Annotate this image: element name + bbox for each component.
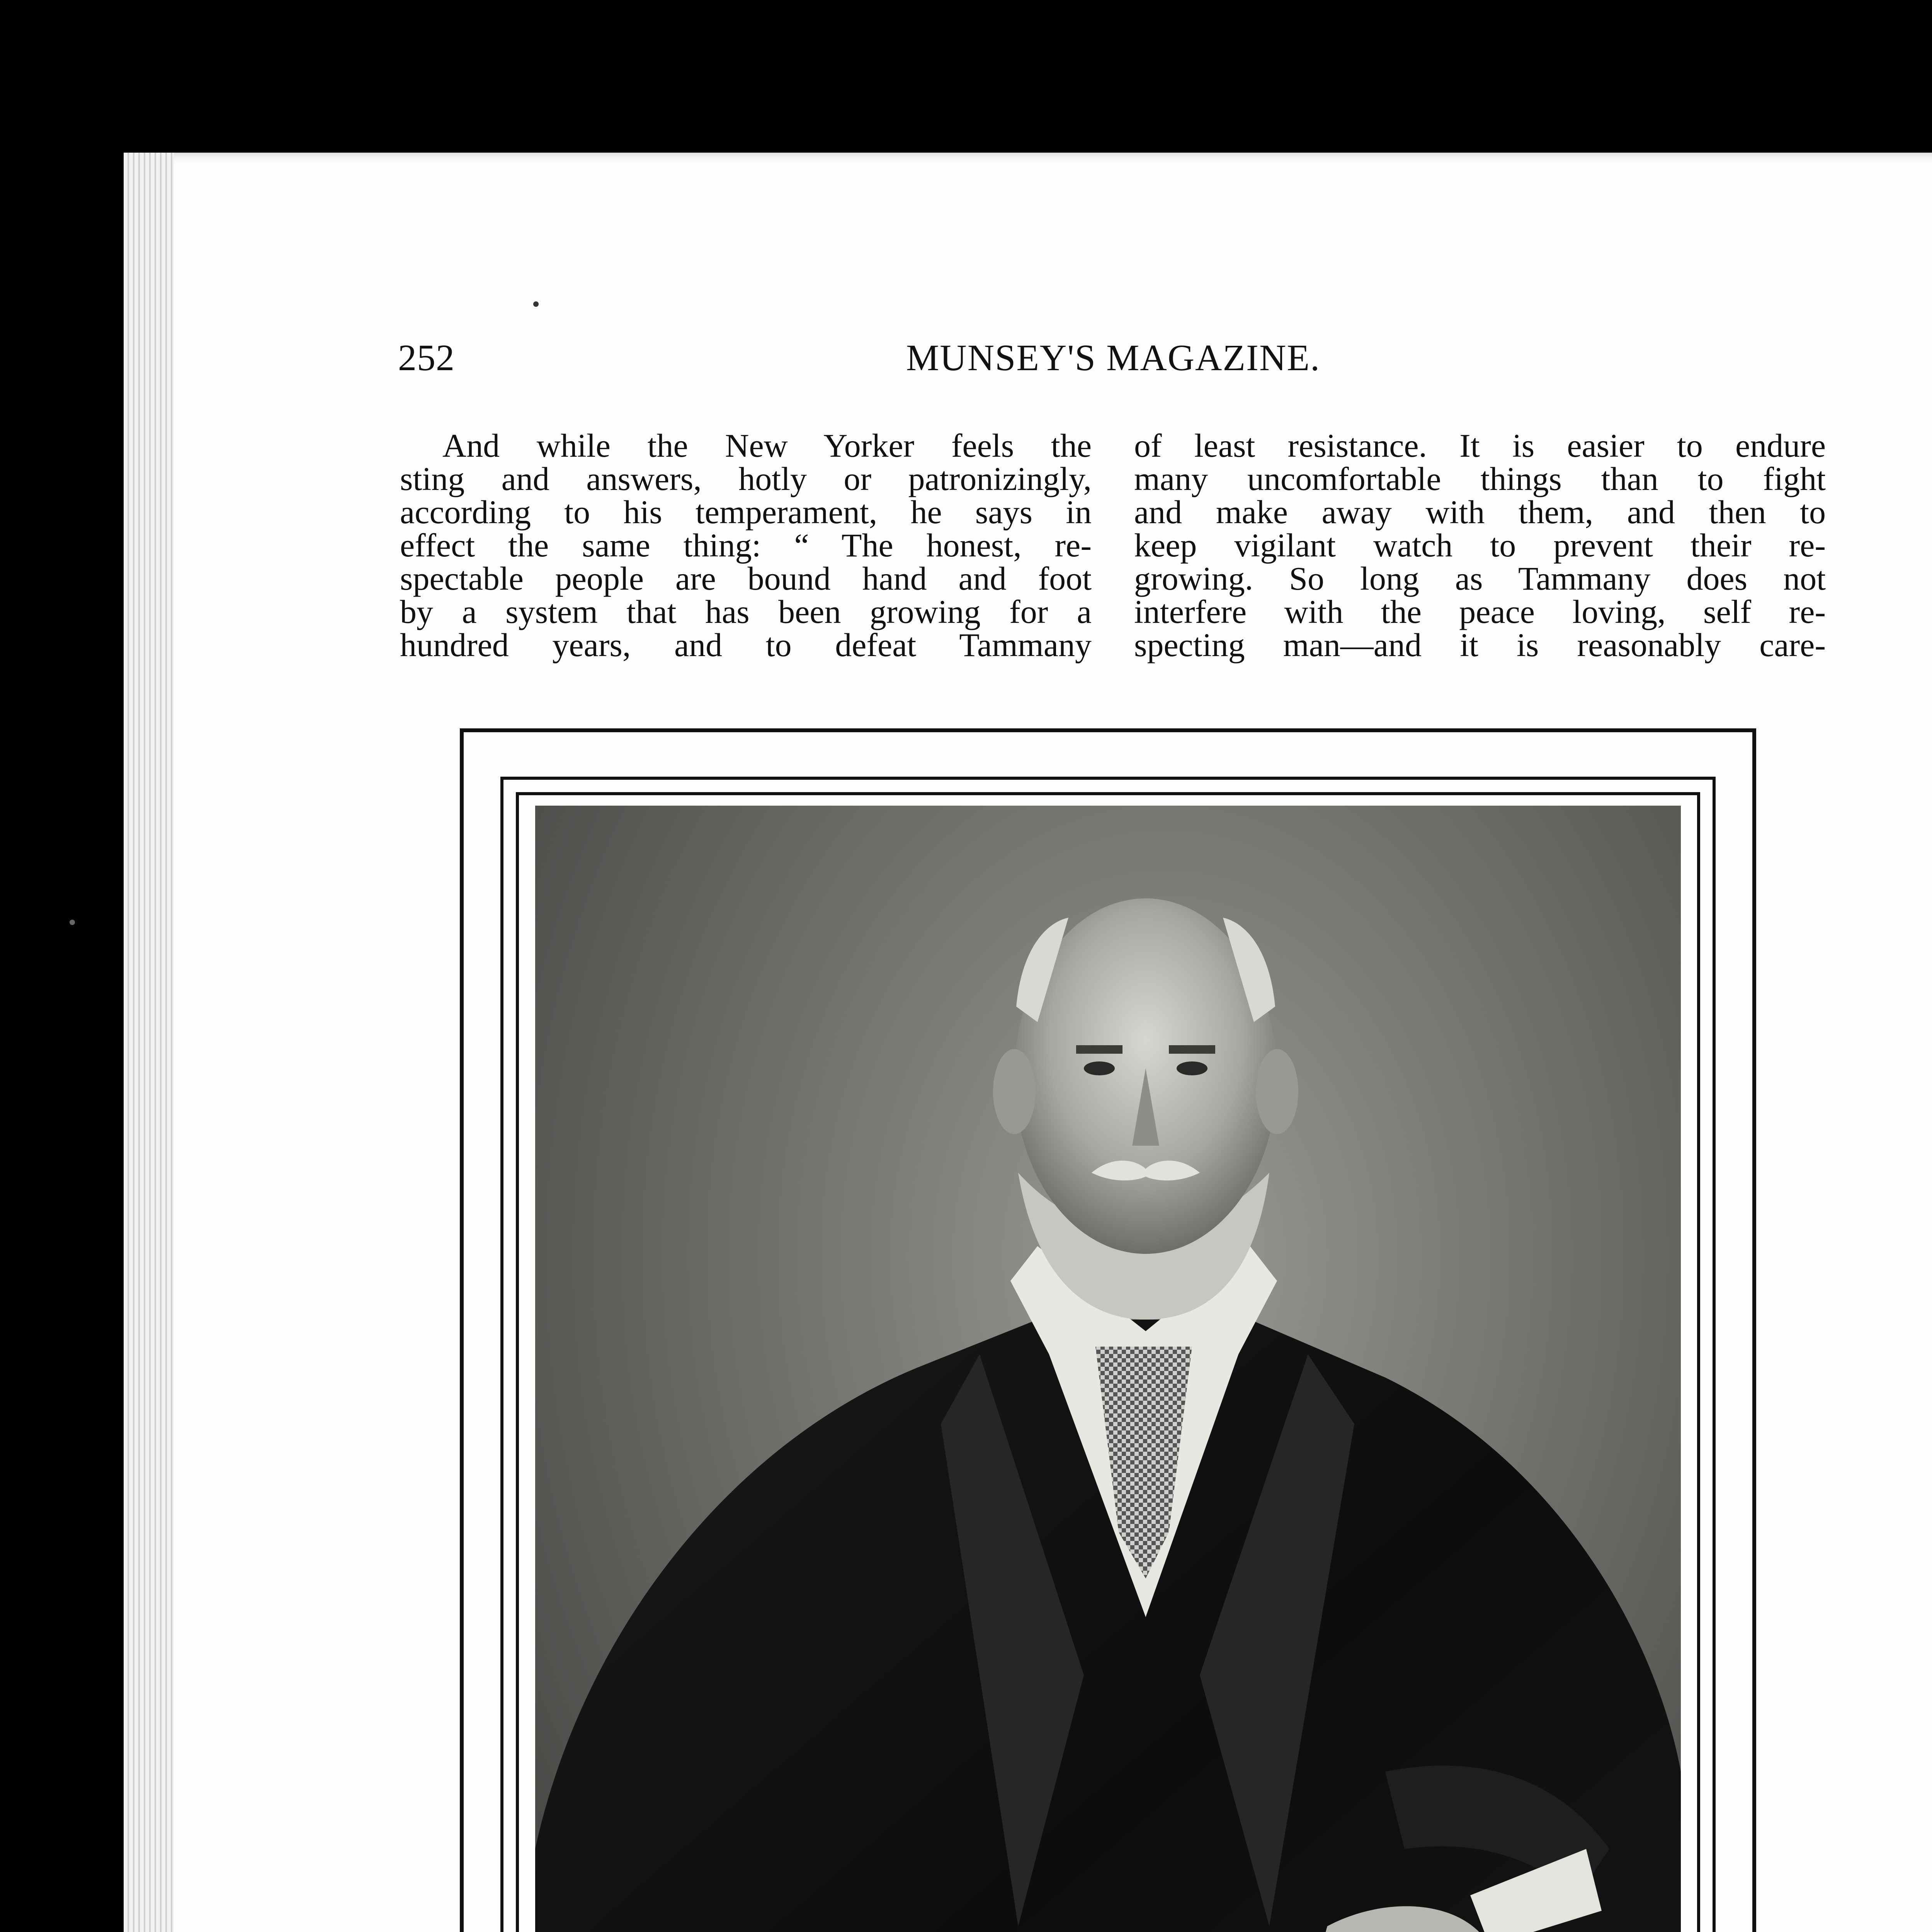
- text-line: many uncomfortable things than to fight: [1134, 460, 1826, 497]
- text-line: spectable people are bound hand and foot: [400, 560, 1092, 597]
- text-line: And while the New Yorker feels the: [442, 427, 1092, 464]
- page-number: 252: [398, 337, 455, 378]
- dust-speck: [533, 301, 539, 307]
- text-line: sting and answers, hotly or patronizingly,: [400, 460, 1092, 497]
- page-edge-stack: [124, 153, 174, 1932]
- text-line: hundred years, and to defeat Tammany: [400, 626, 1092, 663]
- text-line: specting man—and it is reasonably care-: [1134, 626, 1826, 663]
- portrait-photograph: [535, 806, 1681, 1932]
- text-line: growing. So long as Tammany does not: [1134, 560, 1826, 597]
- text-line: of least resistance. It is easier to endure: [1134, 427, 1826, 464]
- dust-speck: [70, 920, 75, 925]
- portrait-illustration: [535, 806, 1681, 1932]
- text-line: according to his temperament, he says in: [400, 493, 1092, 531]
- text-line: by a system that has been growing for a: [400, 593, 1092, 630]
- text-line: interfere with the peace loving, self re-: [1134, 593, 1826, 630]
- text-line: effect the same thing: “ The honest, re-: [400, 527, 1092, 564]
- text-line: and make away with them, and then to: [1134, 493, 1826, 531]
- top-right-column: [1134, 429, 1826, 662]
- top-left-column: [400, 429, 1092, 662]
- running-title: MUNSEY'S MAGAZINE.: [906, 337, 1320, 378]
- text-line: keep vigilant watch to prevent their re-: [1134, 527, 1826, 564]
